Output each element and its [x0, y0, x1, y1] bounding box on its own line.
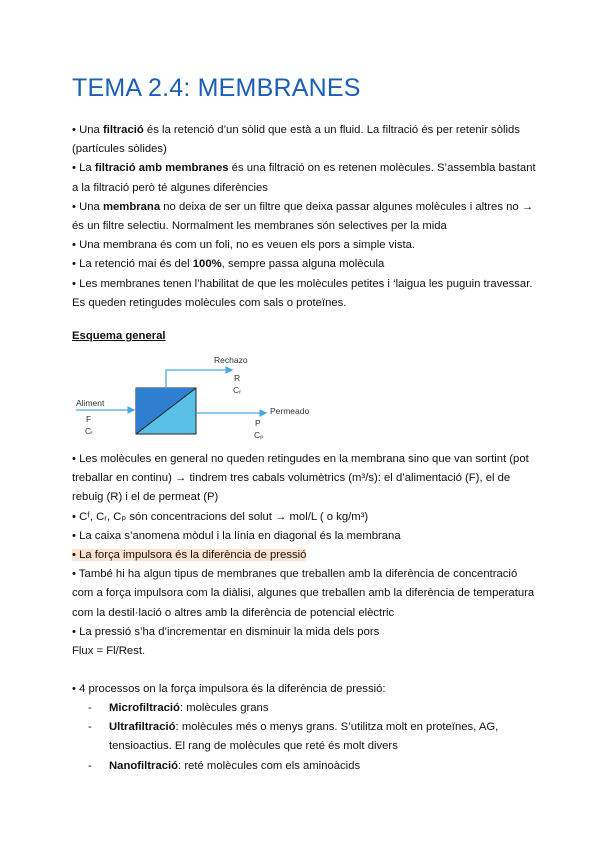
processes-intro: • 4 processos on la força impulsora és la diferència de pressió:: [72, 683, 386, 695]
permeate-symbol: P: [255, 418, 261, 428]
intro-bullet: • Una membrana és com un foli, no es veuen els pors a simple vista.: [72, 239, 416, 252]
intro-bullet: • Una membrana no deixa de ser un filtre que deixa passar algunes molècules i altres no → és un filtre selectiu. Normalment les membranes són selectives per la mida: [72, 200, 534, 233]
section-title: Esquema general: [72, 330, 166, 342]
body-bullet: • La caixa s’anomena mòdul i la línia en diagonal és la membrana: [72, 529, 401, 542]
reject-label: Rechazo: [214, 355, 248, 365]
page-title: TEMA 2.4: MEMBRANES: [72, 74, 361, 102]
body-bullet: • La pressió s’ha d’incrementar en disminuir la mida dels pors: [72, 625, 380, 638]
intro-bullet: • La filtració amb membranes és una filtració on es retenen molècules. S’assembla bastant a la filtració però té algunes diferències: [72, 162, 536, 194]
body-bullet-highlighted: [72, 546, 537, 565]
feed-concentration: Cₗ: [85, 426, 93, 436]
process-item: - Ultrafiltració: molècules més o menys grans. S’utilitza molt en proteïnes, AG, tensioactius. El rang de molècules que reté és molt divers: [88, 721, 499, 753]
permeate-label: Permeado: [270, 406, 310, 416]
reject-symbol: R: [234, 373, 241, 383]
reject-concentration: Cᵣ: [233, 385, 242, 395]
flux-formula: Flux = Fl/Rest.: [72, 645, 146, 658]
intro-section: [72, 121, 542, 313]
body-bullet: • També hi ha algun tipus de membranes que treballen amb la diferència de concentració com a força impulsora com la diàlisi, algunes que treballen amb la diferència de temperatura com la destil·lació o altres amb la diferència de potencial elèctric: [72, 568, 535, 619]
membrane-module-diagram: [72, 354, 342, 444]
body-bullet: • Les molècules en general no queden retingudes en la membrana sino que van sortint (pot treballar en continu) → tindrem tres cabals volumètrics (m³/s): el d’alimentació (F), el de rebuig (R) i el de permeat (P): [72, 453, 529, 504]
body-section: [72, 450, 537, 661]
intro-bullet: • Les membranes tenen l’habilitat de que les molècules petites i ‘laigua les puguin travessar. Es queden retingudes molècules com sals o proteïnes.: [72, 277, 533, 309]
processes-list: [88, 699, 538, 776]
process-item: - Microfiltració: molècules grans: [88, 702, 269, 714]
intro-bullet: • Una filtració és la retenció d’un sòlid que està a un fluid. La filtració és per retenir sòlids (partícules sòlides): [72, 124, 520, 156]
process-item: - Nanofiltració: reté molècules com els aminoàcids: [88, 759, 361, 772]
reject-arrow: [166, 370, 232, 388]
feed-symbol: F: [86, 414, 92, 424]
feed-label: Aliment: [76, 398, 105, 408]
highlight-mark: • La força impulsora és la diferència de pressió: [72, 549, 307, 562]
body-bullet: • Cᶠ, Cᵣ, Cₚ són concentracions del solut → mol/L ( o kg/m³): [72, 510, 369, 523]
intro-bullet: • La retenció mai és del 100%, sempre passa alguna molècula: [72, 258, 385, 271]
permeate-concentration: Cₚ: [254, 430, 264, 440]
